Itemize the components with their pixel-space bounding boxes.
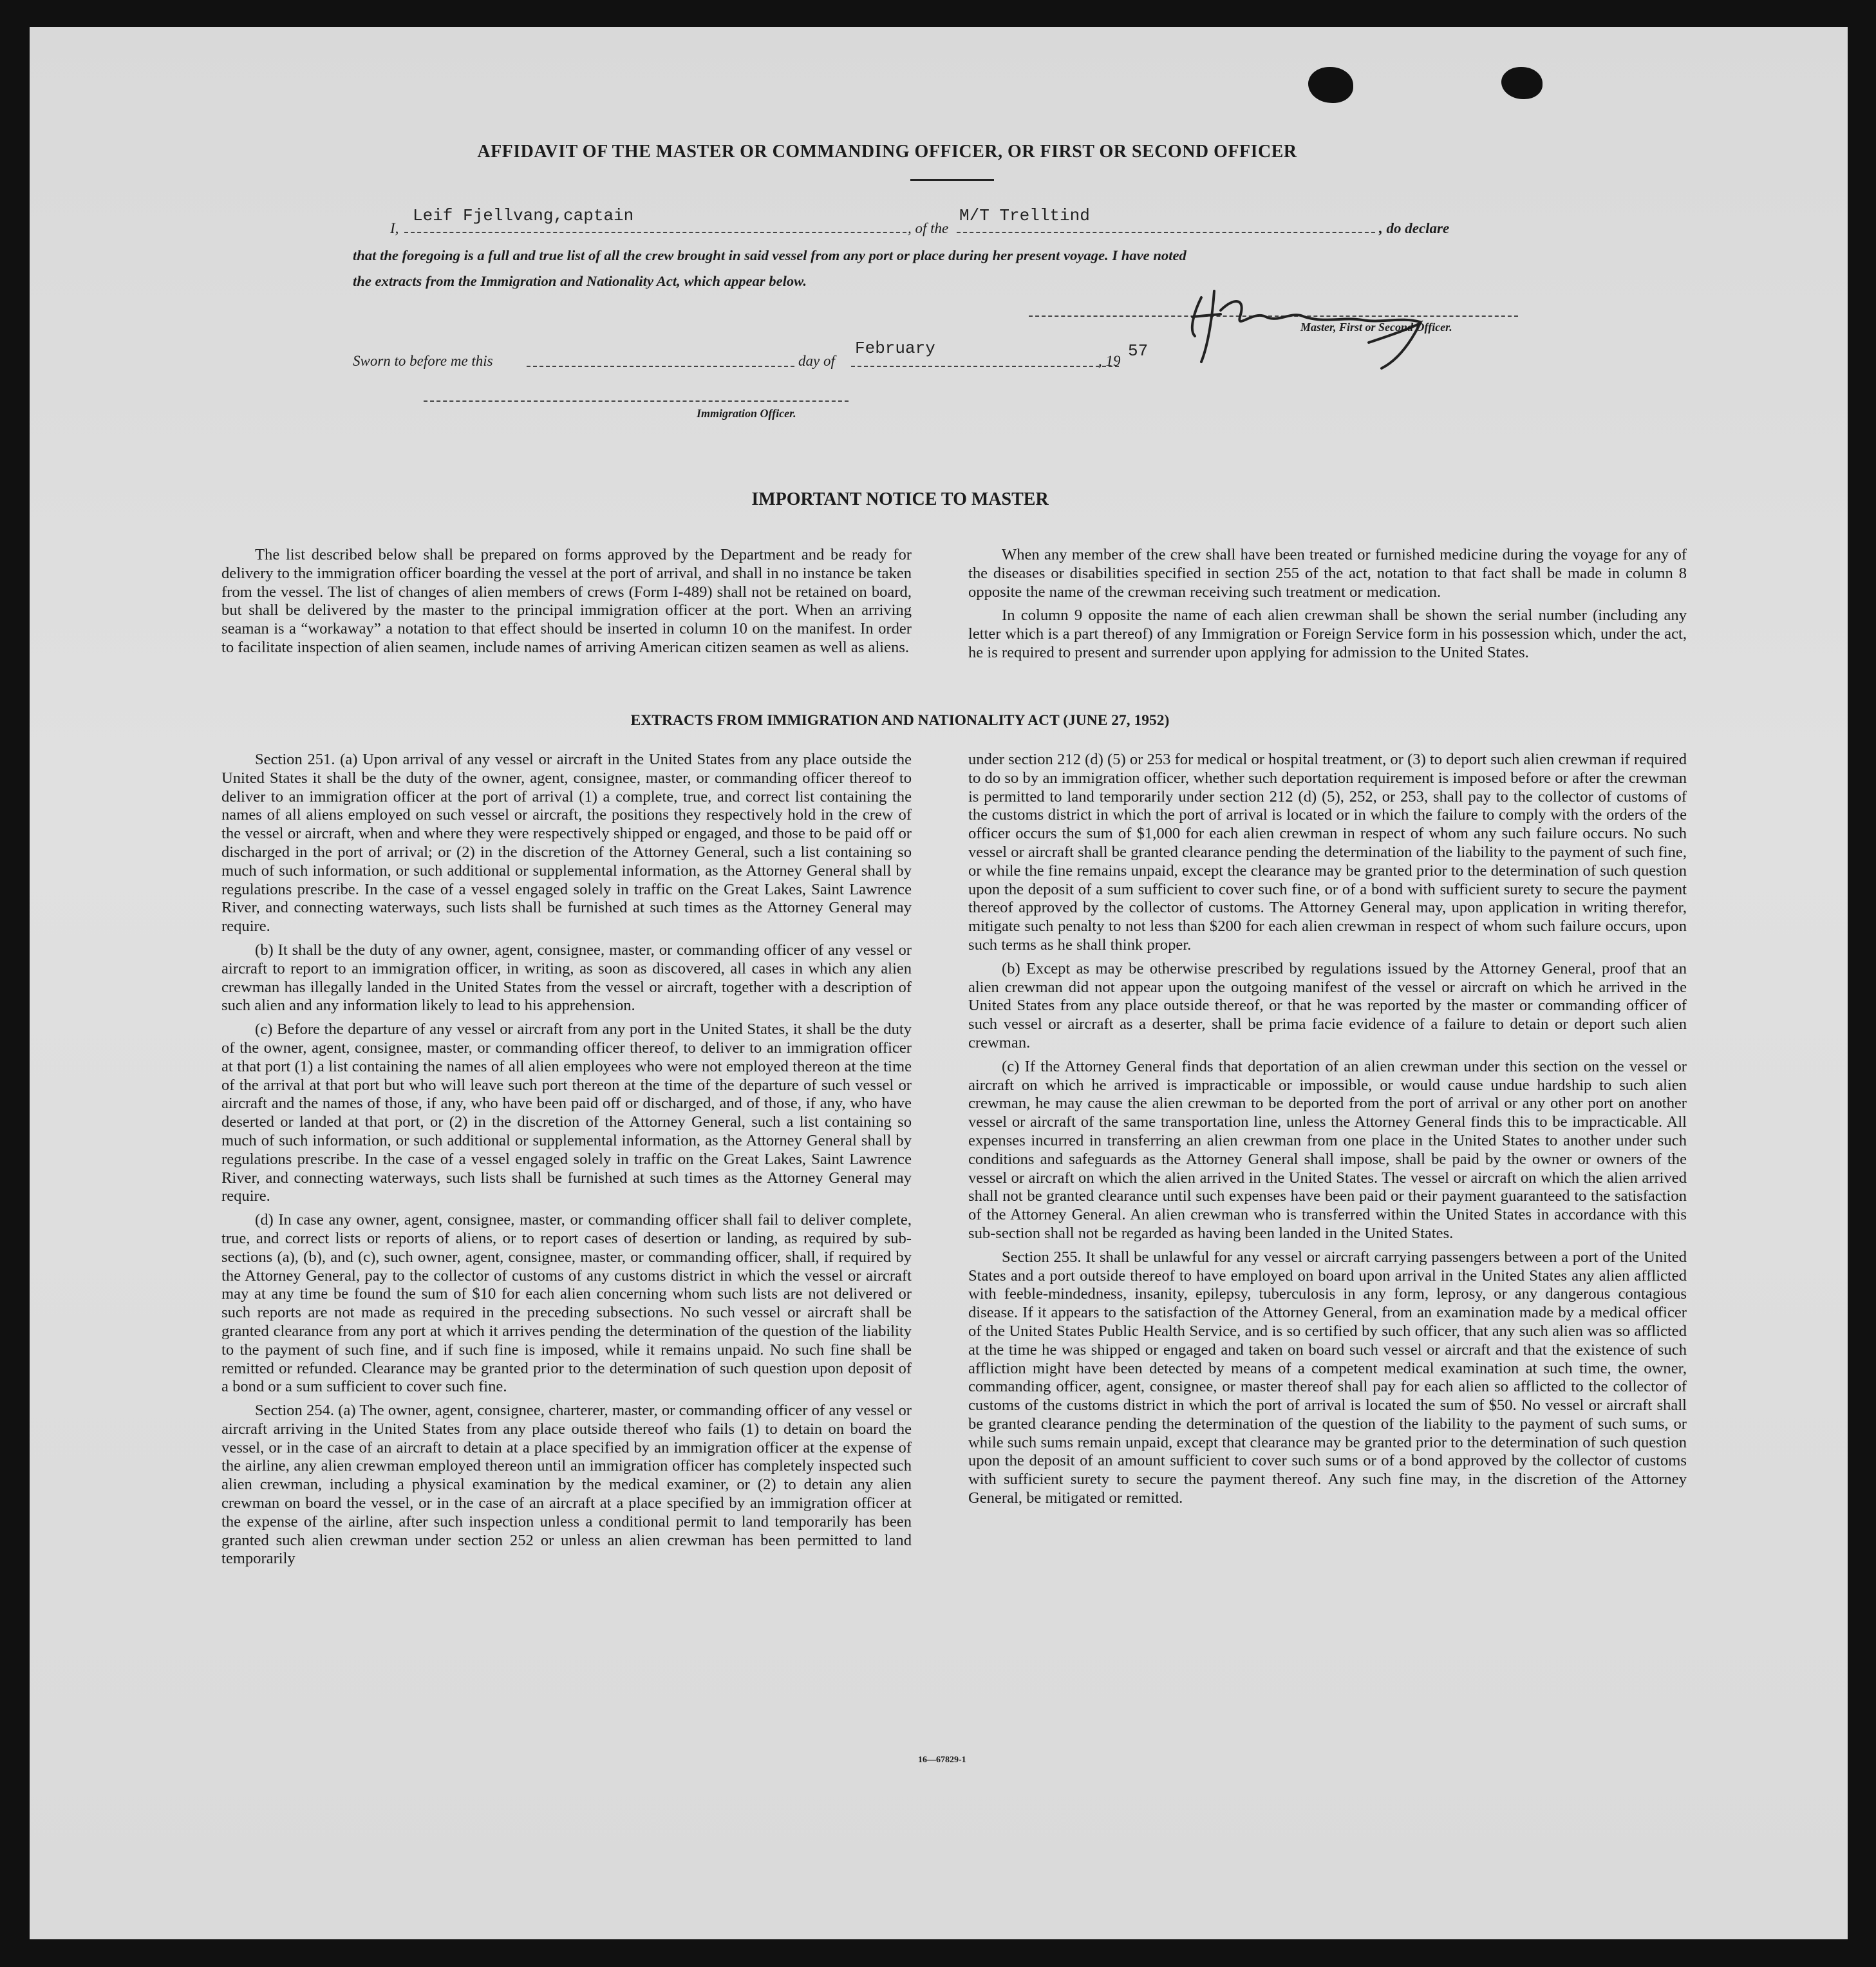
punch-hole-right bbox=[1501, 67, 1543, 99]
affidavit-title: AFFIDAVIT OF THE MASTER OR COMMANDING OFFICER, OR FIRST OR SECOND OFFICER bbox=[477, 142, 1297, 162]
notice-title: IMPORTANT NOTICE TO MASTER bbox=[751, 489, 1049, 509]
section-251-c: (c) Before the departure of any vessel or aircraft from any port in the United States, it shall be the duty of the owner, agent, consignee, master, or commanding officer thereof, to deliver to an immigration officer at that port (1) a list containing the names of all alien employees who were not employed thereon at the time of the arrival at that port but who will leave such port thereon at the time of the departure of such vessel or aircraft and the names of those, if any, who have been paid off or discharged, and of those, if any, who have deserted or landed at that port, or (2) in the discretion of the Attorney General, such a list containing so much of such information, or such additional or supplemental information, as the Attorney General shall by regulations prescribe. In the case of a vessel engaged solely in traffic on the Great Lakes, Saint Lawrence River, and connecting waterways, such lists shall be furnished at such times as the Attorney General may require. bbox=[221, 1021, 912, 1205]
section-254-b: (b) Except as may be otherwise prescribed by regulations issued by the Attorney General, proof that an alien crewman did not appear upon the outgoing manifest of the vessel or aircraft on which he arrived in the United States from any place outside thereof, or that he was reported by the master or commanding officer of such vessel or aircraft as a deserter, shall be prima facie evidence of a failure to detain or deport such alien crewman. bbox=[968, 959, 1687, 1051]
document-page bbox=[30, 27, 1848, 1939]
section-251-b: (b) It shall be the duty of any owner, agent, consignee, master, or commanding officer of any vessel or aircraft to report to an immigration officer, in writing, as soon as discovered, all cases in which any alien crewman has illegally landed in the United States from the vessel or aircraft, together with a description of such alien and any information likely to lead to his apprehension. bbox=[221, 941, 912, 1015]
declarant-field[interactable] bbox=[404, 232, 906, 233]
month-field[interactable] bbox=[851, 366, 1119, 367]
vessel-field[interactable] bbox=[957, 232, 1375, 233]
notice-right-column bbox=[968, 546, 1687, 663]
of-the-label: , of the bbox=[908, 220, 949, 236]
section-254-a-continued: under section 212 (d) (5) or 253 for medical or hospital treatment, or (3) to deport such alien crewman if required to do so by an immigration officer, whether such deportation requirement is imposed before or after the crewman is permitted to land temporarily under section 212 (d) (5), 252, or 253, shall pay to the collector of customs of the customs district in which the port of arrival is located or in which the failure to comply with the orders of the officer occurs the sum of $1,000 for each alien crewman in respect of whom any such failure occurs. No such vessel or aircraft shall be granted clearance pending the determination of the liability to the payment of such fine, or while the fine remains unpaid, except the clearance may be granted prior to the determination of such question upon the deposit of a sum sufficient to cover such fine, or of a bond with sufficient surety to secure the payment thereof approved by the collector of customs. The Attorney General may, upon application in writing therefor, mitigate such penalty to not less than $200 for each alien crewman in respect of whom such failure occurs, upon such terms as he shall think proper. bbox=[968, 751, 1687, 954]
notice-right-paragraph-2: In column 9 opposite the name of each alien crewman shall be shown the serial number (including any letter which is a part thereof) of any Immigration or Foreign Service form in his possession which, under the act, he is required to present and surrender upon applying for admission to the United States. bbox=[968, 607, 1687, 661]
year-value: 57 bbox=[1128, 341, 1149, 361]
notice-right-paragraph-1: When any member of the crew shall have been treated or furnished medicine during the voyage for any of the diseases or disabilities specified in section 255 of the act, notation to that fact shall be made in column 8 opposite the name of the crewman receiving such treatment or medication. bbox=[968, 546, 1687, 601]
section-251-d: (d) In case any owner, agent, consignee, master, or commanding officer shall fail to deliver complete, true, and correct lists or reports of aliens, or to report cases of desertion or landing, as required by sub-sections (a), (b), and (c), such owner, agent, consignee, master, or commanding officer, shall, if required by the Attorney General, pay to the collector of customs of any customs district in which the vessel or aircraft may at any time be found the sum of $10 for each alien concerning whom such lists are not delivered or such reports are not made as required in the preceding subsections. No such vessel or aircraft shall be granted clearance from any port at which it arrives pending the determination of the question of the liability to the payment of such fine, and if such fine is imposed, while it remains unpaid. No such fine shall be remitted or refunded. Clearance may be granted prior to the determination of such question upon deposit of a bond or a sum sufficient to cover such fine. bbox=[221, 1211, 912, 1396]
signature-caption: Master, First or Second Officer. bbox=[1300, 321, 1452, 334]
declarant-name: Leif Fjellvang,captain bbox=[413, 206, 634, 225]
extracts-title: EXTRACTS FROM IMMIGRATION AND NATIONALITY ACT (JUNE 27, 1952) bbox=[630, 712, 1170, 729]
sworn-label: Sworn to before me this bbox=[353, 353, 493, 369]
declaration-i-label: I, bbox=[390, 220, 399, 236]
immigration-officer-caption: Immigration Officer. bbox=[697, 407, 796, 420]
punch-hole-left bbox=[1308, 67, 1353, 103]
do-declare-label: , do declare bbox=[1379, 220, 1450, 236]
section-254-c: (c) If the Attorney General finds that deportation of an alien crewman under this section on the vessel or aircraft on which he arrived is impracticable or impossible, or would cause undue hardship to such alien crewman, he may cause the alien crewman to be deported from the port of arrival or any other port on another vessel or aircraft of the same transportation line, unless the Attorney General finds this to be impracticable. All expenses incurred in transferring an alien crewman from one place in the United States to another under such conditions and safeguards as the Attorney General shall impose, shall be paid by the owner or owners of the vessel or aircraft on which the alien arrived in the United States. The vessel or aircraft on which the alien arrived shall not be granted clearance until such expenses have been paid or their payment guaranteed to the satisfaction of the Attorney General. An alien crewman who is transferred within the United States in accordance with this sub-section shall not be regarded as having been landed in the United States. bbox=[968, 1057, 1687, 1242]
form-number: 16—67829-1 bbox=[918, 1755, 966, 1765]
notice-left-column bbox=[221, 546, 912, 657]
section-255: Section 255. It shall be unlawful for any vessel or aircraft carrying passengers between a port of the United States and a port outside thereof to have employed on board upon arrival in the United States any alien afflicted with feeble-mindedness, insanity, epilepsy, tuberculosis in any form, leprosy, or any dangerous contagious disease. If it appears to the satisfaction of the Attorney General, from an examination made by a medical officer of the United States Public Health Service, and is so certified by such officer, that any such alien was so afflicted at the time he was shipped or engaged and taken on board such vessel or aircraft and that the existence of such affliction might have been detected by means of a competent medical examination at such time, the owner, commanding officer, agent, consignee, or master thereof shall pay for each alien so afflicted to the collector of customs of the customs district in which the port of arrival is located the sum of $50. No vessel or aircraft shall be granted clearance pending the determination of the question of the liability to the payment of such sums, or while such sums remain unpaid, except that clearance may be granted prior to the determination of such question upon the deposit of an amount sufficient to cover such sums or of a bond approved by the collector of customs with sufficient surety to secure the payment thereof. Any such fine may, in the discretion of the Attorney General, be mitigated or remitted. bbox=[968, 1248, 1687, 1507]
section-254-a-start: Section 254. (a) The owner, agent, consignee, charterer, master, or commanding officer of any vessel or aircraft arriving in the United States from any place outside thereof who fails (1) to detain on board the vessel, or in the case of an aircraft to detain at a place specified by an immigration officer at the expense of the airline, any alien crewman employed thereon until an immigration officer has completely inspected such alien crewman, including a physical examination by the medical examiner, or (2) to detain any alien crewman on board the vessel, or in the case of an aircraft at a place specified by an immigration officer at the expense of the airline, after such inspection unless a conditional permit to land temporarily has been granted such alien crewman under section 252 or unless an alien crewman has been permitted to land temporarily bbox=[221, 1402, 912, 1568]
sworn-day-field[interactable] bbox=[527, 366, 794, 367]
vessel-name: M/T Trelltind bbox=[959, 206, 1090, 225]
day-of-label: day of bbox=[798, 353, 835, 369]
notice-left-paragraph: The list described below shall be prepared on forms approved by the Department and be ready for delivery to the immigration officer boarding the vessel at the port of arrival, and shall in no instance be taken from the vessel. The list of changes of alien members of crews (Form I-489) shall not be retained on board, but shall be delivered by the master to the principal immigration officer at the port. When an arriving seaman is a “workaway” a notation to that effect should be inserted in column 10 on the manifest. In order to facilitate inspection of alien seamen, include names of arriving American citizen seamen as well as aliens. bbox=[221, 546, 912, 656]
statement-line-1: that the foregoing is a full and true list of all the crew brought in said vessel from any port or place during her present voyage. I have noted bbox=[353, 247, 1187, 263]
extracts-left-column bbox=[221, 751, 912, 1568]
month-value: February bbox=[855, 339, 935, 358]
immigration-officer-field[interactable] bbox=[424, 400, 849, 402]
statement-line-2: the extracts from the Immigration and Nationality Act, which appear below. bbox=[353, 273, 807, 289]
section-251-a: Section 251. (a) Upon arrival of any vessel or aircraft in the United States from any place outside the United States it shall be the duty of the owner, agent, consignee, master, or commanding officer thereof to deliver to an immigration officer at the port of arrival (1) a complete, true, and correct list containing the names of all aliens employed on such vessel or aircraft, the positions they respectively hold in the crew of the vessel or aircraft, when and where they were respectively shipped or engaged, and those to be paid off or discharged in the port of arrival; or (2) in the discretion of the Attorney General, such a list containing so much of such information, or such additional or supplemental information, as the Attorney General shall by regulations prescribe. In the case of a vessel engaged solely in traffic on the Great Lakes, Saint Lawrence River, and connecting waterways, such lists shall be furnished at such times as the Attorney General may require. bbox=[221, 751, 912, 936]
title-rule bbox=[910, 179, 994, 181]
year-prefix: , 19 bbox=[1098, 353, 1121, 369]
extracts-right-column bbox=[968, 751, 1687, 1508]
